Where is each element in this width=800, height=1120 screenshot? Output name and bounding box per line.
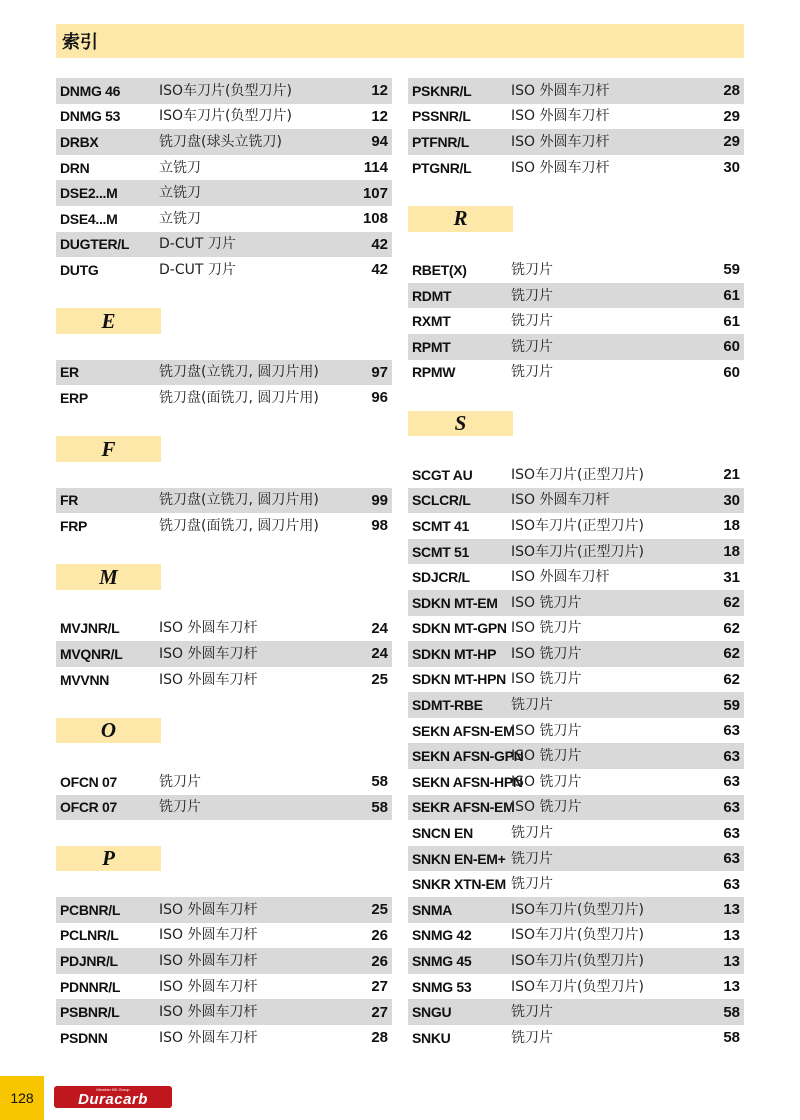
- page-reference: 42: [371, 235, 388, 253]
- product-code: SDKN MT-HPN: [412, 671, 506, 688]
- product-code: SDKN MT-HP: [412, 645, 497, 662]
- page-reference: 26: [371, 926, 388, 944]
- page-reference: 61: [723, 312, 740, 330]
- page-reference: 107: [362, 184, 388, 202]
- index-row: [56, 155, 392, 181]
- index-row: [408, 897, 744, 923]
- page-reference: 31: [723, 568, 740, 586]
- index-title-bar: [56, 24, 744, 58]
- page-reference: 29: [723, 133, 740, 151]
- index-row: [408, 155, 744, 181]
- page-reference: 63: [723, 850, 740, 868]
- product-code: FR: [60, 492, 79, 509]
- product-description: 铣刀片: [511, 825, 553, 842]
- index-column-right: [408, 78, 744, 1051]
- page-reference: 30: [723, 159, 740, 177]
- index-row: [408, 948, 744, 974]
- product-description: ISO 外圆车刀杆: [511, 82, 610, 99]
- product-code: DRBX: [60, 133, 99, 150]
- index-row: [56, 897, 392, 923]
- page-reference: 26: [371, 952, 388, 970]
- index-row: [56, 360, 392, 386]
- product-description: ISO车刀片(负型刀片): [511, 953, 644, 970]
- product-code: SDKN MT-EM: [412, 594, 498, 611]
- index-row: [56, 974, 392, 1000]
- product-code: DUTG: [60, 261, 99, 278]
- page-reference: 27: [371, 978, 388, 996]
- page-reference: 58: [723, 1003, 740, 1021]
- product-code: RBET(X): [412, 261, 467, 278]
- product-code: SNKU: [412, 1029, 451, 1046]
- product-code: DRN: [60, 159, 90, 176]
- product-description: ISO 外圆车刀杆: [511, 108, 610, 125]
- index-row: [408, 104, 744, 130]
- index-row: [408, 129, 744, 155]
- product-description: 铣刀片: [511, 364, 553, 381]
- product-description: ISO 外圆车刀杆: [511, 133, 610, 150]
- product-description: 铣刀片: [511, 876, 553, 893]
- product-description: ISO 外圆车刀杆: [159, 927, 258, 944]
- page-reference: 59: [723, 261, 740, 279]
- product-code: PDJNR/L: [60, 953, 118, 970]
- page-reference: 62: [723, 670, 740, 688]
- page-reference: 60: [723, 363, 740, 381]
- product-description: 铣刀片: [159, 773, 201, 790]
- index-row: [408, 283, 744, 309]
- product-code: SDKN MT-GPN: [412, 620, 507, 637]
- index-row: [56, 641, 392, 667]
- product-code: RPMW: [412, 364, 456, 381]
- page-reference: 63: [723, 824, 740, 842]
- product-description: ISO车刀片(负型刀片): [511, 901, 644, 918]
- index-row: [408, 590, 744, 616]
- product-description: ISO车刀片(负型刀片): [511, 978, 644, 995]
- product-description: ISO 外圆车刀杆: [159, 978, 258, 995]
- product-description: ISO 外圆车刀杆: [511, 159, 610, 176]
- index-row: [408, 257, 744, 283]
- duracarb-logo: [54, 1086, 172, 1108]
- index-row: [408, 769, 744, 795]
- section-letter: R: [408, 206, 513, 232]
- product-code: MVVNN: [60, 671, 110, 688]
- page-reference: 58: [371, 798, 388, 816]
- product-code: SNGU: [412, 1004, 452, 1021]
- product-description: D-CUT 刀片: [159, 236, 236, 253]
- product-description: 铣刀盘(面铣刀, 圆刀片用): [159, 389, 319, 406]
- product-description: ISO 铣刀片: [511, 773, 582, 790]
- index-row: [408, 616, 744, 642]
- index-row: [56, 999, 392, 1025]
- page-reference: 13: [723, 901, 740, 919]
- index-row: [408, 743, 744, 769]
- page-reference: 27: [371, 1003, 388, 1021]
- product-code: PTGNR/L: [412, 159, 472, 176]
- index-row: [56, 795, 392, 821]
- page-reference: 58: [371, 773, 388, 791]
- index-row: [56, 257, 392, 283]
- page-reference: 63: [723, 798, 740, 816]
- page-title: 索引: [62, 32, 98, 53]
- product-description: ISO 外圆车刀杆: [159, 1004, 258, 1021]
- product-code: DSE2...M: [60, 185, 118, 202]
- index-row: [408, 513, 744, 539]
- page-reference: 13: [723, 926, 740, 944]
- page-reference: 29: [723, 107, 740, 125]
- product-code: PSSNR/L: [412, 108, 471, 125]
- index-row: [56, 385, 392, 411]
- product-description: ISO 铣刀片: [511, 799, 582, 816]
- product-code: PTFNR/L: [412, 133, 470, 150]
- index-row: [408, 820, 744, 846]
- section-header-r: [408, 180, 744, 257]
- product-code: ERP: [60, 389, 88, 406]
- product-code: PSBNR/L: [60, 1004, 120, 1021]
- page-number: 128: [10, 1090, 34, 1106]
- index-row: [56, 948, 392, 974]
- product-description: ISO 铣刀片: [511, 748, 582, 765]
- section-header-m: [56, 539, 392, 616]
- index-row: [56, 769, 392, 795]
- page-reference: 62: [723, 619, 740, 637]
- page-number-tab: [0, 1076, 44, 1120]
- index-row: [56, 513, 392, 539]
- page-reference: 24: [371, 645, 388, 663]
- product-code: FRP: [60, 517, 88, 534]
- section-header-o: [56, 692, 392, 769]
- index-row: [56, 104, 392, 130]
- product-code: PSDNN: [60, 1029, 108, 1046]
- product-description: ISO 铣刀片: [511, 594, 582, 611]
- product-description: 铣刀片: [511, 338, 553, 355]
- product-code: SDMT-RBE: [412, 697, 483, 714]
- product-code: SNMA: [412, 901, 453, 918]
- product-code: MVJNR/L: [60, 620, 120, 637]
- product-description: ISO 外圆车刀杆: [159, 645, 258, 662]
- section-letter: P: [56, 846, 161, 872]
- product-description: 铣刀盘(球头立铣刀): [159, 133, 282, 150]
- index-row: [56, 206, 392, 232]
- product-code: SEKN AFSN-EM: [412, 722, 515, 739]
- page-reference: 18: [723, 543, 740, 561]
- page-reference: 63: [723, 722, 740, 740]
- index-column-left: [56, 78, 392, 1051]
- product-description: ISO 外圆车刀杆: [159, 1029, 258, 1046]
- index-row: [408, 308, 744, 334]
- index-row: [408, 974, 744, 1000]
- index-row: [56, 667, 392, 693]
- product-code: SNCN EN: [412, 825, 473, 842]
- page-reference: 13: [723, 978, 740, 996]
- index-row: [56, 180, 392, 206]
- index-row: [408, 78, 744, 104]
- product-description: D-CUT 刀片: [159, 261, 236, 278]
- page-reference: 12: [371, 107, 388, 125]
- page-reference: 99: [371, 491, 388, 509]
- page-reference: 28: [371, 1029, 388, 1047]
- index-row: [408, 923, 744, 949]
- product-code: SNKN EN-EM+: [412, 850, 506, 867]
- product-code: ER: [60, 364, 79, 381]
- index-row: [408, 564, 744, 590]
- index-row: [408, 334, 744, 360]
- product-code: SDJCR/L: [412, 569, 470, 586]
- product-description: ISO 铣刀片: [511, 645, 582, 662]
- product-description: ISO 外圆车刀杆: [159, 671, 258, 688]
- index-row: [408, 795, 744, 821]
- product-description: 铣刀片: [511, 1029, 553, 1046]
- page-reference: 96: [371, 389, 388, 407]
- product-code: RPMT: [412, 338, 451, 355]
- product-description: ISO 外圆车刀杆: [511, 492, 610, 509]
- product-description: ISO车刀片(负型刀片): [159, 82, 292, 99]
- product-description: 铣刀盘(立铣刀, 圆刀片用): [159, 364, 319, 381]
- product-code: OFCN 07: [60, 773, 118, 790]
- page-reference: 24: [371, 619, 388, 637]
- product-code: DNMG 53: [60, 108, 121, 125]
- product-code: DUGTER/L: [60, 236, 130, 253]
- page-reference: 108: [362, 210, 388, 228]
- page-reference: 28: [723, 82, 740, 100]
- index-row: [408, 846, 744, 872]
- product-code: OFCR 07: [60, 799, 118, 816]
- page-reference: 21: [723, 466, 740, 484]
- product-code: MVQNR/L: [60, 645, 123, 662]
- product-code: RDMT: [412, 287, 452, 304]
- product-description: 铣刀片: [511, 697, 553, 714]
- section-header-p: [56, 820, 392, 897]
- product-description: 铣刀片: [511, 1004, 553, 1021]
- page-reference: 61: [723, 287, 740, 305]
- product-description: 铣刀片: [511, 261, 553, 278]
- page-reference: 63: [723, 773, 740, 791]
- index-row: [408, 692, 744, 718]
- product-code: SCLCR/L: [412, 492, 471, 509]
- index-row: [56, 923, 392, 949]
- index-row: [408, 667, 744, 693]
- product-description: ISO车刀片(负型刀片): [511, 927, 644, 944]
- product-description: 铣刀盘(面铣刀, 圆刀片用): [159, 517, 319, 534]
- page-reference: 58: [723, 1029, 740, 1047]
- product-code: DNMG 46: [60, 82, 121, 99]
- page-reference: 114: [363, 159, 388, 177]
- product-code: RXMT: [412, 313, 451, 330]
- product-description: 立铣刀: [159, 185, 201, 202]
- logo-text: Duracarb: [78, 1090, 148, 1108]
- index-row: [408, 488, 744, 514]
- product-description: ISO车刀片(正型刀片): [511, 517, 644, 534]
- product-description: ISO 外圆车刀杆: [159, 953, 258, 970]
- product-description: 铣刀片: [159, 799, 201, 816]
- product-description: ISO 外圆车刀杆: [511, 569, 610, 586]
- section-header-e: [56, 283, 392, 360]
- page-reference: 42: [371, 261, 388, 279]
- section-letter: M: [56, 564, 161, 590]
- product-code: SEKN AFSN-HPN: [412, 773, 523, 790]
- page-reference: 13: [723, 952, 740, 970]
- page-reference: 62: [723, 594, 740, 612]
- index-row: [408, 539, 744, 565]
- product-description: ISO车刀片(正型刀片): [511, 543, 644, 560]
- product-code: SNMG 53: [412, 978, 472, 995]
- index-row: [56, 488, 392, 514]
- page-reference: 60: [723, 338, 740, 356]
- section-header-f: [56, 411, 392, 488]
- index-row: [56, 1025, 392, 1051]
- product-description: ISO 铣刀片: [511, 722, 582, 739]
- index-row: [408, 1025, 744, 1051]
- index-row: [408, 641, 744, 667]
- logo-subtext: Member BK Group: [96, 1086, 130, 1092]
- product-description: ISO 外圆车刀杆: [159, 620, 258, 637]
- product-description: ISO 铣刀片: [511, 671, 582, 688]
- page-reference: 94: [371, 133, 388, 151]
- product-code: PCLNR/L: [60, 927, 119, 944]
- product-description: ISO 外圆车刀杆: [159, 901, 258, 918]
- page-reference: 97: [371, 363, 388, 381]
- page-reference: 30: [723, 491, 740, 509]
- product-description: 立铣刀: [159, 159, 201, 176]
- index-row: [408, 462, 744, 488]
- product-code: SCGT AU: [412, 466, 473, 483]
- page-reference: 25: [371, 901, 388, 919]
- page-reference: 59: [723, 696, 740, 714]
- section-header-s: [408, 385, 744, 462]
- page-reference: 63: [723, 747, 740, 765]
- index-row: [56, 232, 392, 258]
- product-code: SCMT 51: [412, 543, 470, 560]
- index-row: [408, 360, 744, 386]
- product-code: DSE4...M: [60, 210, 118, 227]
- section-letter: O: [56, 718, 161, 744]
- section-letter: F: [56, 436, 161, 462]
- section-letter: E: [56, 308, 161, 334]
- index-row: [56, 129, 392, 155]
- product-code: SNMG 42: [412, 927, 472, 944]
- product-code: SEKN AFSN-GPN: [412, 748, 524, 765]
- index-row: [408, 999, 744, 1025]
- product-code: SNMG 45: [412, 953, 472, 970]
- index-row: [56, 78, 392, 104]
- page-reference: 12: [371, 82, 388, 100]
- product-description: 立铣刀: [159, 210, 201, 227]
- product-code: SEKR AFSN-EM: [412, 799, 515, 816]
- product-code: PDNNR/L: [60, 978, 121, 995]
- index-row: [56, 616, 392, 642]
- product-code: SNKR XTN-EM: [412, 876, 506, 893]
- product-description: ISO 铣刀片: [511, 620, 582, 637]
- product-code: SCMT 41: [412, 517, 470, 534]
- product-code: PCBNR/L: [60, 901, 121, 918]
- section-letter: S: [408, 411, 513, 437]
- index-row: [408, 718, 744, 744]
- page-reference: 25: [371, 671, 388, 688]
- page-reference: 98: [371, 517, 388, 535]
- product-description: 铣刀片: [511, 313, 553, 330]
- product-description: ISO车刀片(正型刀片): [511, 466, 644, 483]
- page-reference: 18: [723, 517, 740, 535]
- product-description: ISO车刀片(负型刀片): [159, 108, 292, 125]
- product-description: 铣刀片: [511, 850, 553, 867]
- index-row: [408, 871, 744, 897]
- page-reference: 63: [723, 875, 740, 893]
- page-reference: 62: [723, 645, 740, 663]
- product-description: 铣刀盘(立铣刀, 圆刀片用): [159, 492, 319, 509]
- product-code: PSKNR/L: [412, 82, 472, 99]
- product-description: 铣刀片: [511, 287, 553, 304]
